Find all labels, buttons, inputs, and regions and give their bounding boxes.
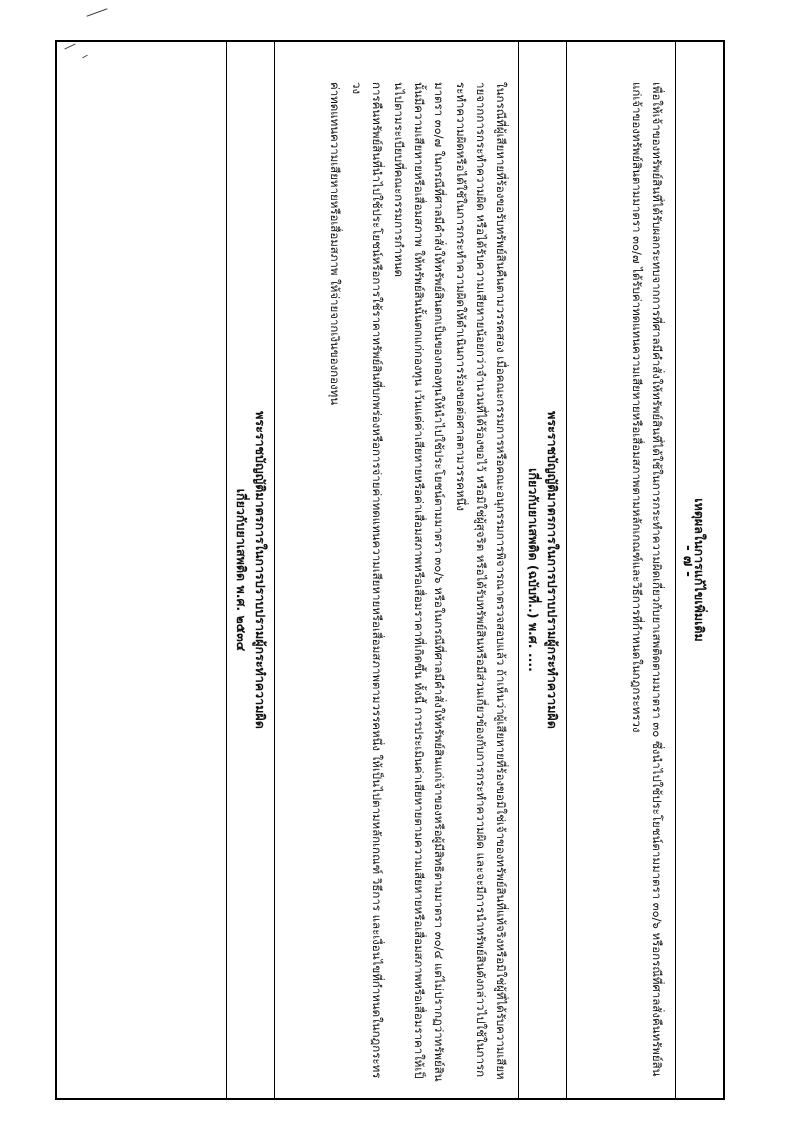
column-original-act-header	[226, 42, 274, 1098]
header-line: พระราชบัญญัติมาตรการในการปราบปรามผู้กระทำความผิด	[544, 411, 560, 729]
page-number: - ๗ -	[680, 545, 696, 577]
column-original-act-body	[57, 42, 226, 1098]
header-line: เกี่ยวกับยาเสพติด (ฉบับที่..) พ.ศ. ....	[525, 468, 541, 672]
header-line: เกี่ยวกับยาเสพติด พ.ศ. ๒๕๓๔	[233, 488, 249, 652]
header-line: พระราชบัญญัติมาตรการในการปราบปรามผู้กระทำความผิด	[252, 411, 268, 729]
paragraph: เพื่อให้เจ้าของทรัพย์สินที่ได้รับผลกระทบจากการที่ศาลมีคำสั่งให้ทรัพย์สินที่ได้ใช้ในการกระทำความผิดเกี่ยวกับยาเสพติดตามมาตรา ๓๐ ซึ่งนำไปใช้ประโยชน์ตามมาตรา ๓๐/๖ หรือกรณีที่ศาลสั่งคืนทรัพย์สินแก่เจ้าของทรัพย์สินตามมาตรา ๓๐/๗ ได้รับค่าทดแทนความเสียหายหรือเสื่อมสภาพตามหลักเกณฑ์และวิธีการที่กำหนดในกฎกระทรวง	[630, 82, 664, 1077]
column-reasons	[567, 42, 723, 1098]
column-reasons-body	[567, 42, 675, 1098]
paragraph: การคืนทรัพย์สินที่นำไปใช้ประโยชน์หรือการใช้ราคาทรัพย์สินที่บกพร่องหรือการจ่ายค่าทดแทนความเสียหายหรือเสื่อมสภาพตามวรรคหนึ่ง ให้เป็นไปตามหลักเกณฑ์ วิธีการ และเงื่อนไขที่กำหนดในกฎกระทรวง	[349, 82, 384, 1079]
column-reasons-header	[675, 42, 723, 1098]
paragraph: ค่าทดแทนความเสียหายหรือเสื่อมสภาพ ให้จ่ายจากเงินของกองทุน	[327, 82, 342, 406]
paragraph: มาตรา ๓๐/๗ ในกรณีที่ศาลมีคำสั่งให้ทรัพย์สินตกเป็นของกองทุนให้นำไปใช้ประโยชน์ตามมาตรา ๓๐/๖ หรือในกรณีที่ศาลมีคำสั่งให้ทรัพย์สินแก่เจ้าของหรือผู้มีสิทธิตามมาตรา ๓๐/๔ แต่ไม่ปรากฏว่าทรัพย์สินนั้นมีความเสียหายหรือเสื่อมสภาพ ให้ทรัพย์สินนั้นตกแก่กองทุน เว้นแต่ค่าเสียหายหรือค่าเสื่อมสภาพหรือเสื่อมราคาที่เกิดขึ้น ทั้งนี้ การประเมินค่าเสียหายตามความเสียหายหรือเสื่อมสภาพหรือเสื่อมราคาให้เป็นไปตามระเบียบที่คณะกรรมการกำหนด	[391, 82, 446, 1082]
scan-mark	[86, 8, 107, 16]
column-amended-act-body	[275, 42, 518, 1098]
column-amended-act-header	[518, 42, 566, 1098]
comparison-table	[55, 40, 725, 1100]
paragraph: ในกรณีที่ผู้เสียหายที่ร้องขอรับทรัพย์สินคืนตามวรรคสอง เมื่อคณะกรรมการหรือคณะอนุกรรมการพิจารณาตรวจสอบแล้ว ถ้าเห็นว่าผู้เสียหายที่ร้องขอมิใช่เจ้าของทรัพย์สินที่แท้จริงหรือมิใช่ผู้ที่ได้รับความเสียหายจากการกระทำความผิด หรือได้รับความเสียหายน้อยกว่าจำนวนที่ได้ร้องขอไว้ หรือมิใช่ผู้สุจริต หรือได้รับทรัพย์สินหรือมีส่วนเกี่ยวข้องกับการกระทำความผิด และจะมีการนำทรัพย์สินดังกล่าวไปใช้ในการกระทำความผิดหรือได้ใช้ในการกระทำความผิดให้ดำเนินการร้องขอต่อศาลตามวรรคหนึ่ง	[453, 82, 508, 1080]
header-line: เหตุผลในการแก้ไขเพิ่มเติม	[692, 498, 707, 642]
column-amended-act	[275, 42, 567, 1098]
column-original-act	[57, 42, 275, 1098]
